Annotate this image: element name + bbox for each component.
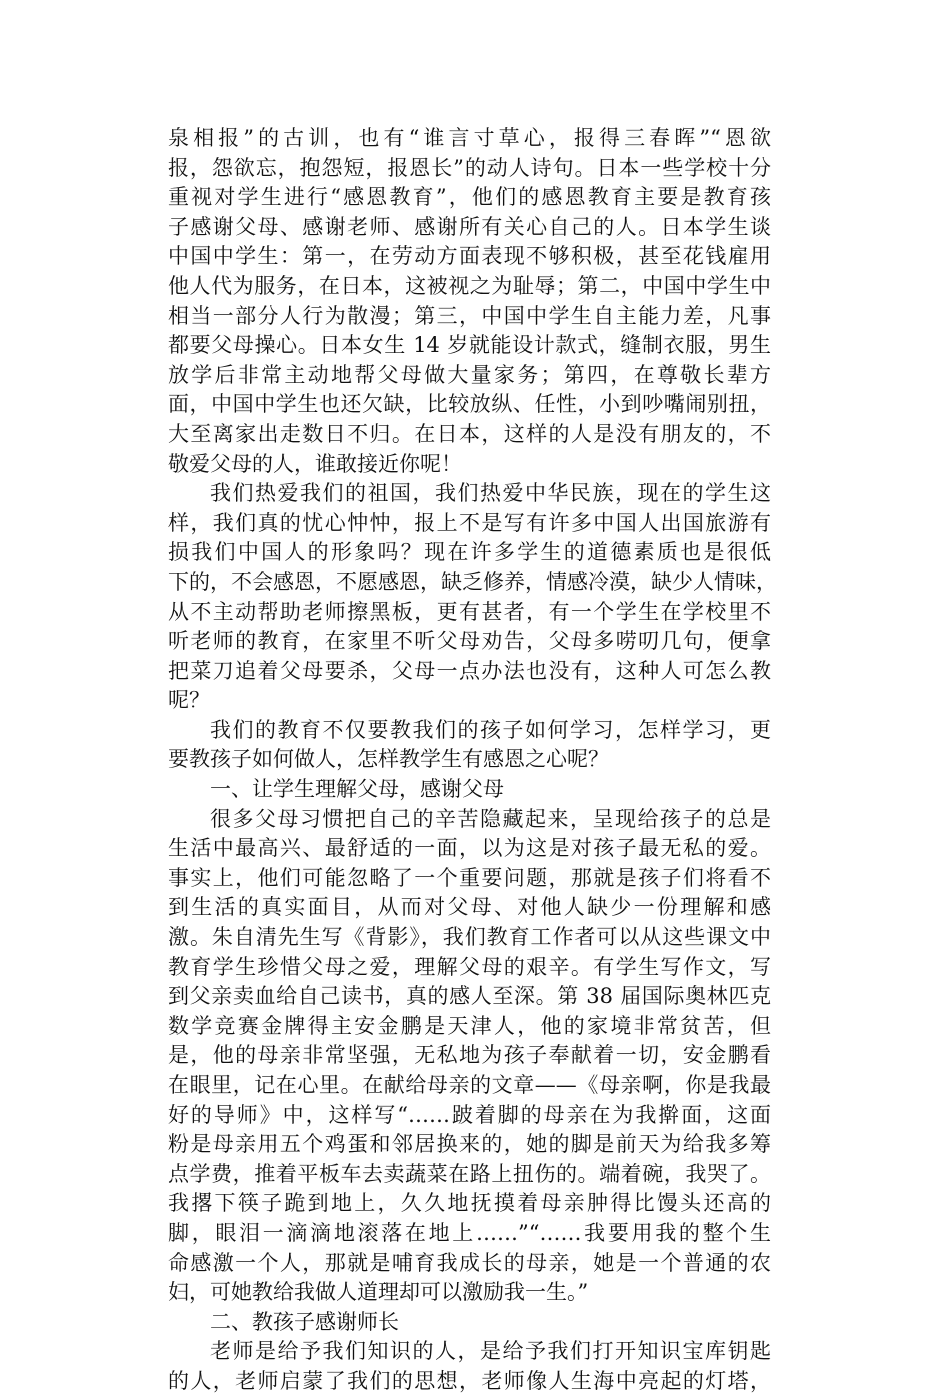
text-line: 事实上，他们可能忽略了一个重要问题，那就是孩子们将看不 <box>168 865 771 890</box>
text-line: 很多父母习惯把自己的辛苦隐藏起来，呈现给孩子的总是 <box>210 806 771 831</box>
text-line: 他人代为服务，在日本，这被视之为耻辱；第二，中国中学生中 <box>168 273 771 298</box>
text-line: 脚，眼泪一滴滴地滚落在地上……”“……我要用我的整个生 <box>168 1220 771 1245</box>
text-line: 样，我们真的忧心忡忡，报上不是写有许多中国人出国旅游有 <box>168 510 771 535</box>
text-line: 听老师的教育，在家里不听父母劝告，父母多唠叨几句，便拿 <box>168 629 771 654</box>
text-line: 损我们中国人的形象吗？现在许多学生的道德素质也是很低 <box>168 540 771 565</box>
text-line: 中国中学生：第一，在劳动方面表现不够积极，甚至花钱雇用 <box>168 244 771 269</box>
text-line: 面，中国中学生也还欠缺，比较放纵、任性，小到吵嘴闹别扭， <box>168 392 771 417</box>
text-line: 泉相报”的古训，也有“谁言寸草心，报得三春晖”“恩欲 <box>168 126 771 150</box>
text-line: 下的，不会感恩，不愿感恩，缺乏修养，情感冷漠，缺少人情味， <box>168 569 777 594</box>
text-line: 到父亲卖血给自己读书，真的感人至深。第 38 届国际奥林匹克 <box>168 984 771 1009</box>
text-line: 粉是母亲用五个鸡蛋和邻居换来的，她的脚是前天为给我多筹 <box>168 1132 771 1157</box>
document-page <box>168 124 777 1397</box>
text-line: 把菜刀追着父母要杀，父母一点办法也没有，这种人可怎么教 <box>168 658 771 683</box>
text-line: 要教孩子如何做人，怎样教学生有感恩之心呢？ <box>168 747 609 772</box>
text-line: 放学后非常主动地帮父母做大量家务；第四，在尊敬长辈方 <box>168 362 771 387</box>
text-line: 二、教孩子感谢师长 <box>210 1309 399 1334</box>
text-line: 报，怨欲忘，抱怨短，报恩长”的动人诗句。日本一些学校十分 <box>168 155 771 180</box>
text-line: 好的导师》中，这样写“……跛着脚的母亲在为我擀面，这面 <box>168 1102 771 1127</box>
text-line: 重视对学生进行“感恩教育”，他们的感恩教育主要是教育孩 <box>168 185 771 210</box>
text-line: 老师是给予我们知识的人，是给予我们打开知识宝库钥匙 <box>210 1339 771 1364</box>
text-line: 教育学生珍惜父母之爱，理解父母的艰辛。有学生写作文，写 <box>168 954 771 979</box>
text-line: 是，他的母亲非常坚强，无私地为孩子奉献着一切，安金鹏看 <box>168 1043 771 1068</box>
text-line: 到生活的真实面目，从而对父母、对他人缺少一份理解和感 <box>168 895 771 920</box>
text-line: 从不主动帮助老师擦黑板，更有甚者，有一个学生在学校里不 <box>168 599 771 624</box>
text-line: 呢？ <box>168 688 210 713</box>
text-line: 敬爱父母的人，谁敢接近你呢！ <box>168 451 462 476</box>
text-line: 的人，老师启蒙了我们的思想，老师像人生海中亮起的灯塔， <box>168 1368 771 1393</box>
text-line: 一、让学生理解父母，感谢父母 <box>210 777 504 802</box>
text-line: 子感谢父母、感谢老师、感谢所有关心自己的人。日本学生谈 <box>168 214 771 239</box>
text-line: 我撂下筷子跪到地上，久久地抚摸着母亲肿得比馒头还高的 <box>168 1191 771 1216</box>
text-line: 激。朱自清先生写《背影》，我们教育工作者可以从这些课文中 <box>168 925 771 950</box>
text-line: 生活中最高兴、最舒适的一面，以为这是对孩子最无私的爱。 <box>168 836 771 861</box>
text-line: 我们的教育不仅要教我们的孩子如何学习，怎样学习，更 <box>210 717 771 742</box>
text-line: 我们热爱我们的祖国，我们热爱中华民族，现在的学生这 <box>210 481 771 506</box>
text-line: 都要父母操心。日本女生 14 岁就能设计款式，缝制衣服，男生 <box>168 333 771 358</box>
text-line: 妇，可她教给我做人道理却可以激励我一生。” <box>168 1280 589 1305</box>
text-line: 在眼里，记在心里。在献给母亲的文章——《母亲啊，你是我最 <box>168 1073 771 1097</box>
text-line: 点学费，推着平板车去卖蔬菜在路上扭伤的。端着碗，我哭了。 <box>168 1161 771 1186</box>
text-line: 相当一部分人行为散漫；第三，中国中学生自主能力差，凡事 <box>168 303 771 328</box>
text-line: 命感激一个人，那就是哺育我成长的母亲，她是一个普通的农 <box>168 1250 771 1275</box>
text-line: 大至离家出走数日不归。在日本，这样的人是没有朋友的，不 <box>168 421 771 446</box>
text-line: 数学竞赛金牌得主安金鹏是天津人，他的家境非常贫苦，但 <box>168 1013 771 1038</box>
